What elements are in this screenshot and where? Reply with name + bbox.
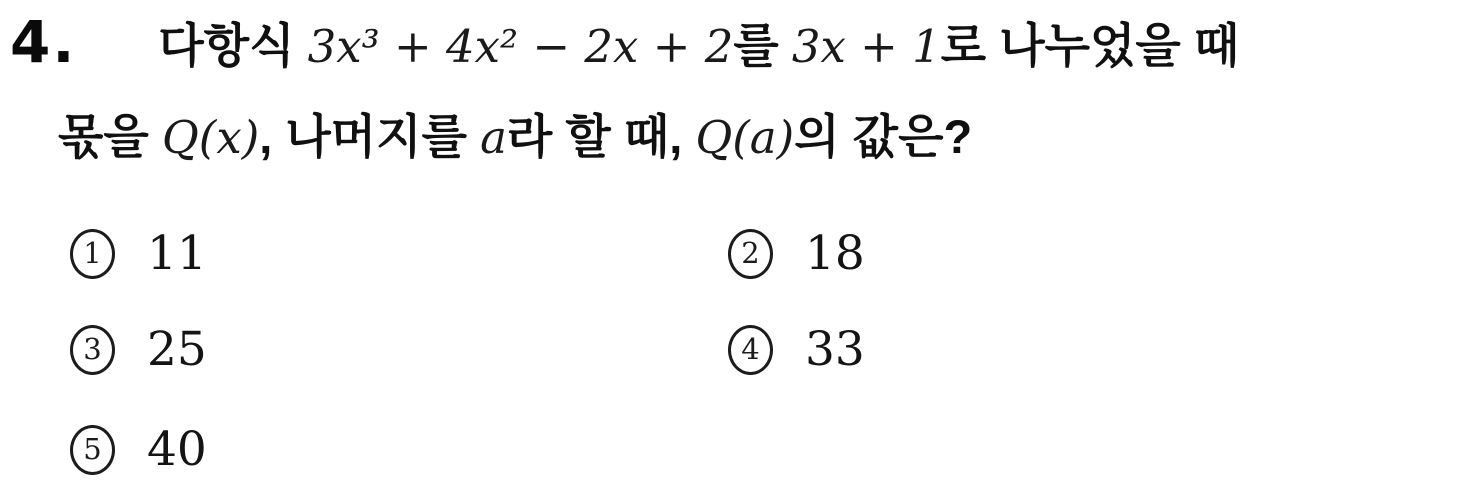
circled-number-icon	[70, 229, 115, 279]
choice-option-4	[728, 322, 865, 377]
math-expression-quotient: Q(x)	[161, 111, 260, 164]
circled-number-icon	[728, 325, 773, 375]
question-text-segment: , 나머지를	[259, 110, 481, 163]
math-expression-target: Q(a)	[695, 111, 795, 164]
choice-option-3	[70, 322, 207, 377]
choice-option-5	[70, 422, 207, 477]
choice-value: 40	[147, 422, 207, 477]
circled-number-icon	[70, 425, 115, 475]
math-expression-polynomial: 3x³ + 4x² − 2x + 2	[307, 20, 734, 73]
question-line-1	[10, 8, 1239, 76]
math-expression-remainder: a	[480, 111, 507, 164]
choice-option-2	[728, 226, 865, 281]
question-text-segment: 라 할 때,	[506, 110, 696, 163]
choice-number: 5	[83, 432, 102, 466]
math-expression-divisor: 3x + 1	[791, 20, 941, 73]
choice-value: 33	[805, 322, 865, 377]
question-text-segment: 의 값은?	[794, 110, 973, 163]
choice-value: 25	[147, 322, 207, 377]
circled-number-icon	[728, 229, 773, 279]
question-text-segment: 다항식	[158, 19, 308, 72]
choice-number: 2	[741, 236, 760, 270]
circled-number-icon	[70, 325, 115, 375]
choice-value: 11	[147, 226, 207, 281]
question-text-segment: 로 나누었을 때	[940, 19, 1240, 72]
choice-number: 3	[83, 332, 102, 366]
choice-number: 4	[741, 332, 760, 366]
choice-option-1	[70, 226, 207, 281]
choice-number: 1	[83, 236, 102, 270]
question-text-segment: 몫을	[58, 110, 162, 163]
question-number: 4.	[10, 8, 77, 76]
question-line-2	[58, 100, 972, 167]
question-text-segment: 를	[733, 19, 792, 72]
choice-value: 18	[805, 226, 865, 281]
